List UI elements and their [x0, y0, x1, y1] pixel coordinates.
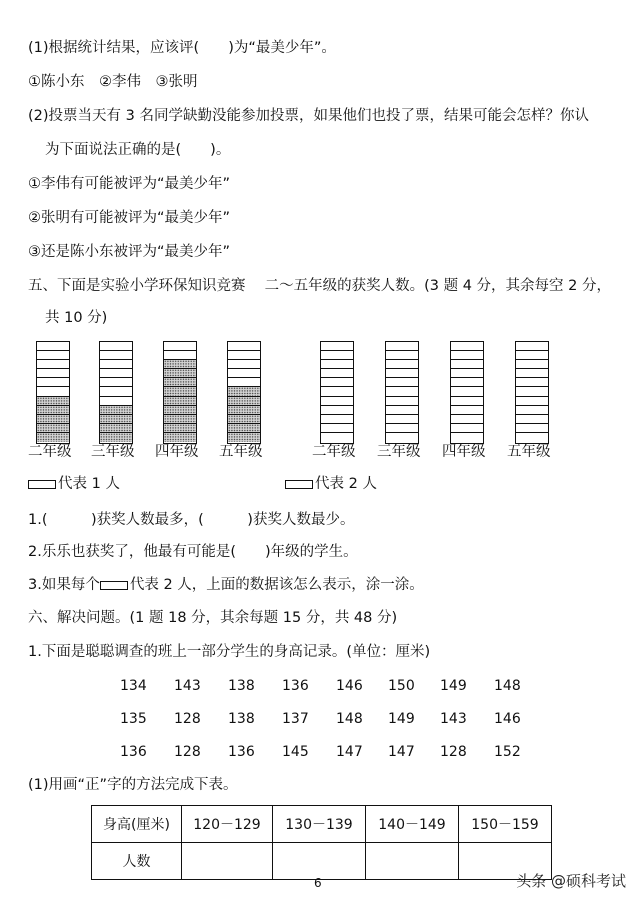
problem-1: 1.( )获奖人数最多，( )获奖人数最少。: [28, 512, 355, 528]
chart1-category-label: 五年级: [219, 444, 263, 460]
height-value: 149: [388, 711, 415, 727]
chart2-category-label: 三年级: [377, 444, 421, 460]
table-cell: 150－159: [459, 806, 552, 843]
bar-cell[interactable]: [516, 360, 548, 369]
bar-cell[interactable]: [321, 351, 353, 360]
q1-options: ①陈小东 ②李伟 ③张明: [28, 74, 198, 90]
bar-cell[interactable]: [451, 415, 483, 424]
unit-box-icon: [28, 480, 56, 489]
bar-cell[interactable]: [321, 424, 353, 433]
section6-heading: 六、解决问题。(1 题 18 分，其余每题 15 分，共 48 分): [28, 610, 398, 626]
page-number: 6: [314, 876, 322, 890]
height-value: 149: [440, 678, 467, 694]
chart2-category-label: 五年级: [507, 444, 551, 460]
chart1-bar-2: [99, 341, 133, 444]
height-value: 136: [228, 744, 255, 760]
bar-cell: [100, 424, 132, 433]
bar-cell[interactable]: [516, 397, 548, 406]
problem-2: 2.乐乐也获奖了，他最有可能是( )年级的学生。: [28, 544, 358, 560]
problem-3-post: 代表 2 人，上面的数据该怎么表示，涂一涂。: [129, 577, 424, 593]
bar-cell[interactable]: [386, 342, 418, 351]
height-value: 148: [336, 711, 363, 727]
chart1-bar-3: [163, 341, 197, 444]
height-value: 146: [336, 678, 363, 694]
bar-cell: [228, 351, 260, 360]
bar-cell: [228, 415, 260, 424]
table-row: [92, 843, 552, 880]
bar-cell: [37, 378, 69, 387]
bar-cell: [164, 397, 196, 406]
bar-cell: [100, 351, 132, 360]
bar-cell: [100, 415, 132, 424]
bar-cell: [37, 342, 69, 351]
bar-cell: [228, 342, 260, 351]
table-row: [92, 806, 552, 843]
chart2-bar-3[interactable]: [450, 341, 484, 444]
bar-cell[interactable]: [386, 351, 418, 360]
bar-cell: [228, 424, 260, 433]
bar-cell[interactable]: [451, 360, 483, 369]
watermark: 头条 @硕科考试: [516, 872, 626, 890]
key-1-label: 代表 1 人: [58, 476, 120, 492]
bar-cell: [228, 406, 260, 415]
bar-cell[interactable]: [451, 406, 483, 415]
bar-cell: [37, 360, 69, 369]
bar-cell[interactable]: [386, 415, 418, 424]
table-cell: 身高(厘米): [92, 806, 182, 843]
table-cell: 人数: [92, 843, 182, 880]
height-value: 143: [440, 711, 467, 727]
unit-box-icon: [100, 581, 128, 590]
bar-cell: [164, 360, 196, 369]
bar-cell[interactable]: [516, 406, 548, 415]
tally-cell[interactable]: [182, 843, 273, 880]
key-1: [28, 474, 120, 494]
key-2-label: 代表 2 人: [315, 476, 377, 492]
bar-cell[interactable]: [451, 369, 483, 378]
bar-cell[interactable]: [386, 406, 418, 415]
height-value: 145: [282, 744, 309, 760]
section6-q1-1: (1)用画“正”字的方法完成下表。: [28, 777, 238, 793]
bar-cell[interactable]: [516, 378, 548, 387]
bar-cell: [164, 415, 196, 424]
height-value: 135: [120, 711, 147, 727]
bar-cell[interactable]: [516, 351, 548, 360]
chart1-category-label: 二年级: [28, 444, 72, 460]
table-cell: 140－149: [366, 806, 459, 843]
bar-cell[interactable]: [451, 351, 483, 360]
bar-cell: [228, 387, 260, 396]
height-value: 128: [174, 711, 201, 727]
bar-cell[interactable]: [321, 342, 353, 351]
height-value: 134: [120, 678, 147, 694]
chart2-category-label: 四年级: [442, 444, 486, 460]
bar-cell: [37, 406, 69, 415]
bar-cell[interactable]: [386, 387, 418, 396]
bar-cell: [164, 387, 196, 396]
bar-cell: [37, 424, 69, 433]
bar-cell: [228, 397, 260, 406]
bar-cell[interactable]: [386, 424, 418, 433]
problem-3: [28, 575, 424, 595]
height-value: 137: [282, 711, 309, 727]
q2-line-b: 为下面说法正确的是( )。: [45, 142, 231, 158]
bar-cell: [228, 360, 260, 369]
chart1-bar-1: [36, 341, 70, 444]
bar-cell: [164, 378, 196, 387]
bar-cell[interactable]: [321, 387, 353, 396]
bar-cell[interactable]: [451, 387, 483, 396]
bar-cell[interactable]: [451, 378, 483, 387]
bar-cell: [37, 387, 69, 396]
bar-cell: [100, 342, 132, 351]
bar-cell[interactable]: [321, 415, 353, 424]
bar-cell[interactable]: [321, 360, 353, 369]
bar-cell: [164, 424, 196, 433]
height-value: 152: [494, 744, 521, 760]
chart1-category-label: 三年级: [91, 444, 135, 460]
bar-cell: [164, 351, 196, 360]
bar-cell[interactable]: [386, 397, 418, 406]
bar-cell[interactable]: [451, 397, 483, 406]
bar-cell: [37, 397, 69, 406]
height-value: 128: [440, 744, 467, 760]
bar-cell: [100, 397, 132, 406]
bar-cell[interactable]: [321, 406, 353, 415]
q2-option-2: ②张明有可能被评为“最美少年”: [28, 210, 231, 226]
table-cell: 130－139: [273, 806, 366, 843]
section5-heading-a: 五、下面是实验小学环保知识竞赛 二～五年级的获奖人数。(3 题 4 分，其余每空 2 分，: [28, 278, 611, 294]
height-tally-table: [91, 805, 552, 880]
bar-cell: [164, 342, 196, 351]
bar-cell: [164, 406, 196, 415]
bar-cell: [100, 387, 132, 396]
bar-cell[interactable]: [516, 369, 548, 378]
bar-cell[interactable]: [386, 360, 418, 369]
bar-cell: [164, 369, 196, 378]
q1-line: (1)根据统计结果，应该评( )为“最美少年”。: [28, 40, 336, 56]
unit-box-icon: [285, 480, 313, 489]
height-value: 150: [388, 678, 415, 694]
bar-cell: [37, 351, 69, 360]
bar-cell[interactable]: [516, 424, 548, 433]
problem-3-pre: 3.如果每个: [28, 577, 100, 593]
bar-cell[interactable]: [386, 378, 418, 387]
chart2-bar-2[interactable]: [385, 341, 419, 444]
bar-cell[interactable]: [451, 424, 483, 433]
chart2-bar-1[interactable]: [320, 341, 354, 444]
height-value: 138: [228, 678, 255, 694]
height-value: 138: [228, 711, 255, 727]
bar-cell[interactable]: [516, 342, 548, 351]
q2-option-1: ①李伟有可能被评为“最美少年”: [28, 176, 231, 192]
table-cell: 120－129: [182, 806, 273, 843]
tally-cell[interactable]: [366, 843, 459, 880]
bar-cell[interactable]: [386, 369, 418, 378]
bar-cell[interactable]: [451, 342, 483, 351]
bar-cell: [100, 378, 132, 387]
bar-cell: [228, 378, 260, 387]
chart2-category-label: 二年级: [312, 444, 356, 460]
key-2: [285, 474, 377, 494]
height-value: 128: [174, 744, 201, 760]
height-value: 136: [282, 678, 309, 694]
bar-cell: [37, 369, 69, 378]
bar-cell: [100, 360, 132, 369]
bar-cell: [100, 406, 132, 415]
q2-option-3: ③还是陈小东被评为“最美少年”: [28, 244, 231, 260]
bar-cell: [100, 369, 132, 378]
chart1-bar-4: [227, 341, 261, 444]
bar-cell[interactable]: [516, 415, 548, 424]
chart2-bar-4[interactable]: [515, 341, 549, 444]
bar-cell[interactable]: [321, 378, 353, 387]
height-value: 148: [494, 678, 521, 694]
height-value: 147: [336, 744, 363, 760]
height-value: 136: [120, 744, 147, 760]
chart1-category-label: 四年级: [155, 444, 199, 460]
bar-cell[interactable]: [321, 397, 353, 406]
q2-line-a: (2)投票当天有 3 名同学缺勤没能参加投票，如果他们也投了票，结果可能会怎样？你认: [28, 108, 589, 124]
bar-cell: [37, 415, 69, 424]
section6-q1: 1.下面是聪聪调查的班上一部分学生的身高记录。(单位：厘米): [28, 644, 431, 660]
tally-cell[interactable]: [273, 843, 366, 880]
section5-heading-b: 共 10 分): [45, 310, 108, 326]
height-value: 147: [388, 744, 415, 760]
height-value: 143: [174, 678, 201, 694]
bar-cell: [228, 369, 260, 378]
bar-cell[interactable]: [516, 387, 548, 396]
height-value: 146: [494, 711, 521, 727]
bar-cell[interactable]: [321, 369, 353, 378]
